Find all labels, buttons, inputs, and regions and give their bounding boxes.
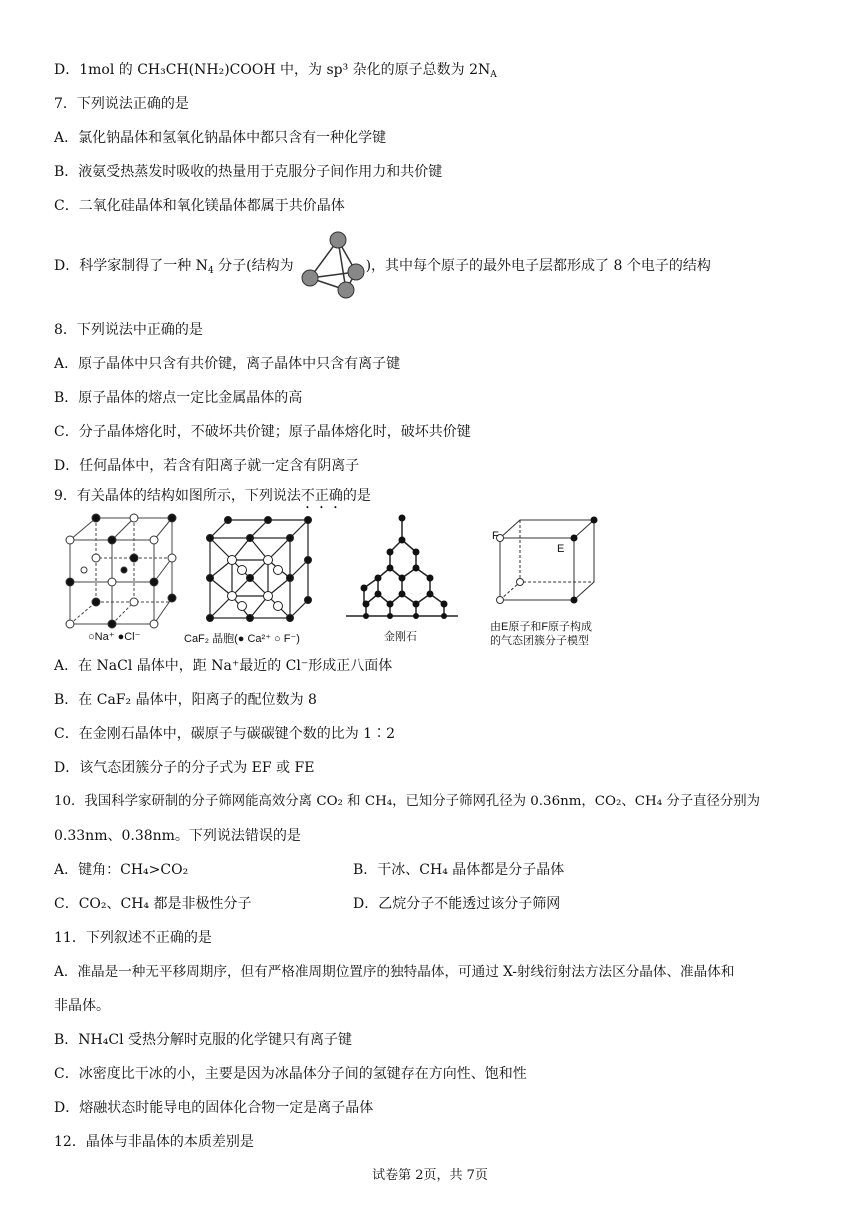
caf2-legend: CaF₂ 晶胞(● Ca²⁺ ○ F⁻)	[184, 633, 300, 645]
q10-option-d: D．乙烷分子不能透过该分子筛网	[353, 896, 561, 912]
q8-option-b: B．原子晶体的熔点一定比金属晶体的高	[54, 390, 303, 406]
q8-stem: 8．下列说法中正确的是	[54, 322, 203, 338]
n4-tetrahedron-figure	[298, 230, 374, 300]
q7-stem: 7．下列说法正确的是	[54, 96, 189, 112]
cluster-molecule-figure	[490, 512, 608, 608]
q7-option-a: A．氯化钠晶体和氢氧化钠晶体中都只含有一种化学键	[54, 130, 387, 146]
q9-option-a: A．在 NaCl 晶体中，距 Na⁺最近的 Cl⁻形成正八面体	[54, 658, 393, 674]
q11-option-d: D．熔融状态时能导电的固体化合物一定是离子晶体	[54, 1100, 374, 1116]
nacl-lattice-figure	[62, 512, 182, 630]
q10-option-c: C．CO₂、CH₄ 都是非极性分子	[54, 896, 252, 912]
nacl-legend: ○Na⁺ ●Cl⁻	[88, 631, 141, 643]
crystal-structure-figures	[52, 512, 612, 652]
q12-stem: 12．晶体与非晶体的本质差别是	[54, 1134, 254, 1150]
q9-option-c: C．在金刚石晶体中，碳原子与碳碳键个数的比为 1∶2	[54, 726, 395, 742]
q8-option-d: D．任何晶体中，若含有阳离子就一定含有阴离子	[54, 458, 360, 474]
cluster-e-label: E	[557, 543, 565, 555]
cluster-f-label: F	[492, 530, 499, 542]
diamond-label: 金刚石	[384, 631, 417, 643]
q8-option-c: C．分子晶体熔化时，不破坏共价键；原子晶体熔化时，破坏共价键	[54, 424, 471, 440]
caf2-unit-cell-figure	[202, 512, 314, 624]
q8-option-a: A．原子晶体中只含有共价键，离子晶体中只含有离子键	[54, 356, 401, 372]
page-footer: 试卷第 2页，共 7页	[372, 1168, 488, 1183]
q7-option-c: C．二氧化硅晶体和氧化镁晶体都属于共价晶体	[54, 198, 345, 214]
diamond-structure-figure	[340, 512, 464, 624]
q9-stem: 9．有关晶体的结构如图所示，下列说法不正确的是	[54, 488, 371, 504]
q6-option-d: D．1mol 的 CH₃CH(NH₂)COOH 中，为 sp³ 杂化的原子总数为 $2N_A$	[54, 62, 497, 80]
q11-option-b: B．NH₄Cl 受热分解时克服的化学键只有离子键	[54, 1032, 352, 1048]
q9-option-b: B．在 CaF₂ 晶体中，阳离子的配位数为 8	[54, 692, 317, 708]
cluster-caption-2: 的气态团簇分子模型	[490, 635, 589, 647]
q7-option-d: D．科学家制得了一种 $N_4$ 分子(结构为 )，其中每个原子的最外电子层都形成了 8 个电子的结构	[54, 258, 711, 276]
cluster-caption-1: 由E原子和F原子构成	[490, 621, 593, 633]
q11-stem: 11．下列叙述不正确的是	[54, 930, 212, 946]
q11-option-a-line1: A．准晶是一种无平移周期序，但有严格准周期位置序的独特晶体，可通过 X-射线衍射法方法区分晶体、准晶体和	[54, 964, 735, 980]
q10-stem-line1: 10．我国科学家研制的分子筛网能高效分离 CO₂ 和 CH₄，已知分子筛网孔径为 0.36nm，CO₂、CH₄ 分子直径分别为	[54, 794, 761, 809]
q11-option-c: C．冰密度比干冰的小，主要是因为冰晶体分子间的氢键存在方向性、饱和性	[54, 1066, 527, 1082]
q11-option-a-line2: 非晶体。	[54, 998, 110, 1014]
q10-option-b: B．干冰、CH₄ 晶体都是分子晶体	[353, 862, 565, 878]
q7-option-b: B．液氨受热蒸发时吸收的热量用于克服分子间作用力和共价键	[54, 164, 443, 180]
q10-stem-line2: 0.33nm、0.38nm。下列说法错误的是	[54, 828, 301, 844]
q9-option-d: D．该气态团簇分子的分子式为 EF 或 FE	[54, 760, 315, 776]
q10-option-a: A．键角：CH₄>CO₂	[54, 862, 189, 878]
